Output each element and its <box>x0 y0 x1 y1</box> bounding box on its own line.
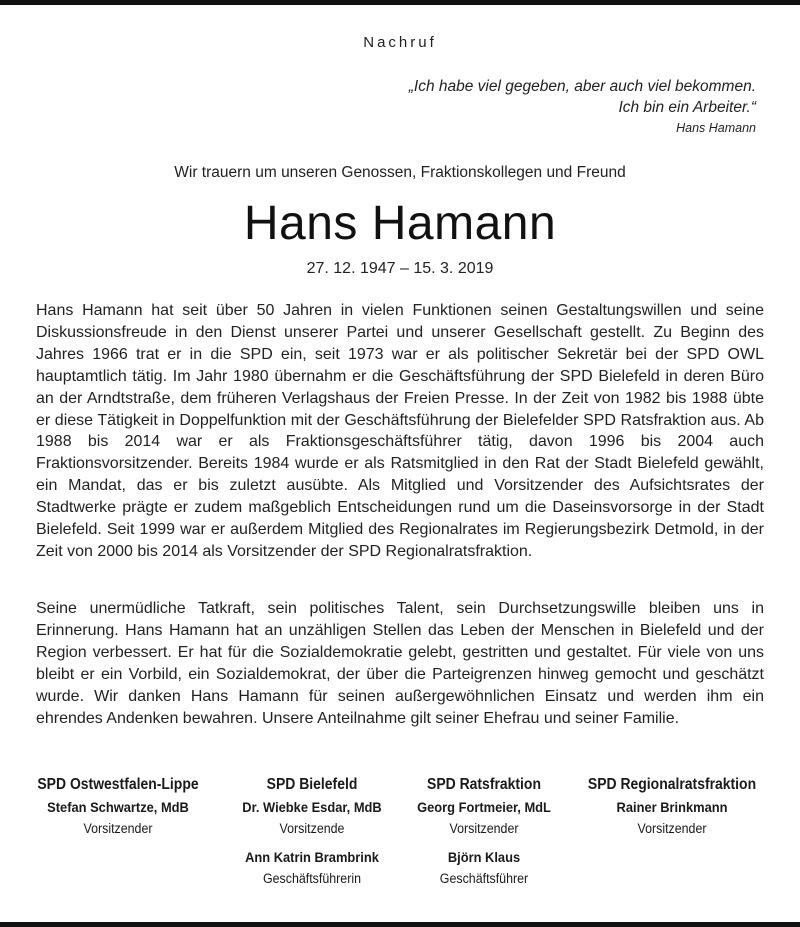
quote-line-2: Ich bin ein Arbeiter.“ <box>618 99 756 116</box>
top-border <box>0 0 800 5</box>
bottom-border <box>0 922 800 927</box>
signatory-role: Geschäftsführerin <box>262 871 362 886</box>
signatory-org: SPD Bielefeld <box>266 776 358 793</box>
mourning-line: Wir trauern um unseren Genossen, Fraktionskollegen und Freund <box>174 164 626 181</box>
paragraph-2: Seine unermüdliche Tatkraft, sein politisches Talent, sein Durchsetzungswille bleiben uns in Erinnerung. Hans Hamann hat an unzähligen Stellen das Leben der Menschen in Bielefeld und der Region verbessert. Er hat für die Sozialdemokratie gelebt, gestritten und gestaltet. Für viele von uns bleibt er ein Vorbild, ein Sozialdemokrat, der über die Parteigrenzen hinweg gemocht und geschätzt wurde. Wir danken Hans Hamann für seinen außergewöhnlichen Einsatz und werden ihm ein ehrendes Andenken bewahren. Unsere Anteilnahme gilt seiner Ehefrau und seiner Familie. <box>36 600 764 727</box>
signatory-spd-ratsfraktion <box>384 774 584 890</box>
quote <box>409 76 756 118</box>
life-dates: 27. 12. 1947 – 15. 3. 2019 <box>306 260 494 277</box>
signatory-person: Stefan Schwartze, MdB <box>47 799 189 815</box>
quote-author: Hans Hamann <box>676 121 756 135</box>
signatory-spd-regionalratsfraktion <box>572 774 772 840</box>
signatory-org: SPD Ratsfraktion <box>427 776 541 793</box>
signatory-person: Ann Katrin Brambrink <box>245 849 379 865</box>
signatory-person: Björn Klaus <box>447 849 521 865</box>
deceased-name: Hans Hamann <box>243 197 557 250</box>
signatory-role: Vorsitzende <box>279 821 345 836</box>
signatory-org: SPD Regionalratsfraktion <box>587 776 757 793</box>
signatory-person: Rainer Brinkmann <box>616 799 728 815</box>
signatory-spd-bielefeld <box>212 774 412 890</box>
signatory-person: Georg Fortmeier, MdL <box>417 799 551 815</box>
quote-line-1: „Ich habe viel gegeben, aber auch viel bekommen. <box>408 78 756 95</box>
signatory-role: Vorsitzender <box>637 821 707 836</box>
signatory-role: Geschäftsführer <box>439 871 529 886</box>
signatory-spd-owl <box>18 774 218 840</box>
paragraph-1: Hans Hamann hat seit über 50 Jahren in vielen Funktionen seinen Gestaltungswillen und seine Diskussionsfreude in den Dienst unserer Partei und unserer Gesellschaft gestellt. Zu Beginn des Jahres 1966 trat er in die SPD ein, seit 1973 war er als politischer Sekretär bei der SPD OWL hauptamtlich tätig. Im Jahr 1980 übernahm er die Geschäftsführung der SPD Bielefeld in deren Büro an der Arndtstraße, dem früheren Verlagshaus der Freien Presse. In der Zeit von 1982 bis 1988 übte er diese Tätigkeit in Doppelfunktion mit der Geschäftsführung der Bielefelder SPD Ratsfraktion aus. Ab 1988 bis 2014 war er als Fraktionsgeschäftsführer tätig, davon 1996 bis 2004 auch Fraktionsvorsitzender. Bereits 1984 wurde er als Ratsmitglied in den Rat der Stadt Bielefeld gewählt, ein Mandat, das er bis zuletzt ausübte. Als Mitglied und Vorsitzender des Aufsichtsrates der Stadtwerke prägte er zudem maßgeblich Entscheidungen rund um die Daseinsvorsorge in der Stadt Bielefeld. Seit 1999 war er außerdem Mitglied des Regionalrates im Regierungsbezirk Detmold, in der Zeit von 2000 bis 2014 als Vorsitzender der SPD Regionalratsfraktion. <box>36 302 764 560</box>
signatory-person: Dr. Wiebke Esdar, MdB <box>242 799 382 815</box>
signatory-role: Vorsitzender <box>449 821 519 836</box>
signatory-role: Vorsitzender <box>83 821 153 836</box>
notice-heading: Nachruf <box>363 34 437 51</box>
signatory-org: SPD Ostwestfalen-Lippe <box>37 776 199 793</box>
